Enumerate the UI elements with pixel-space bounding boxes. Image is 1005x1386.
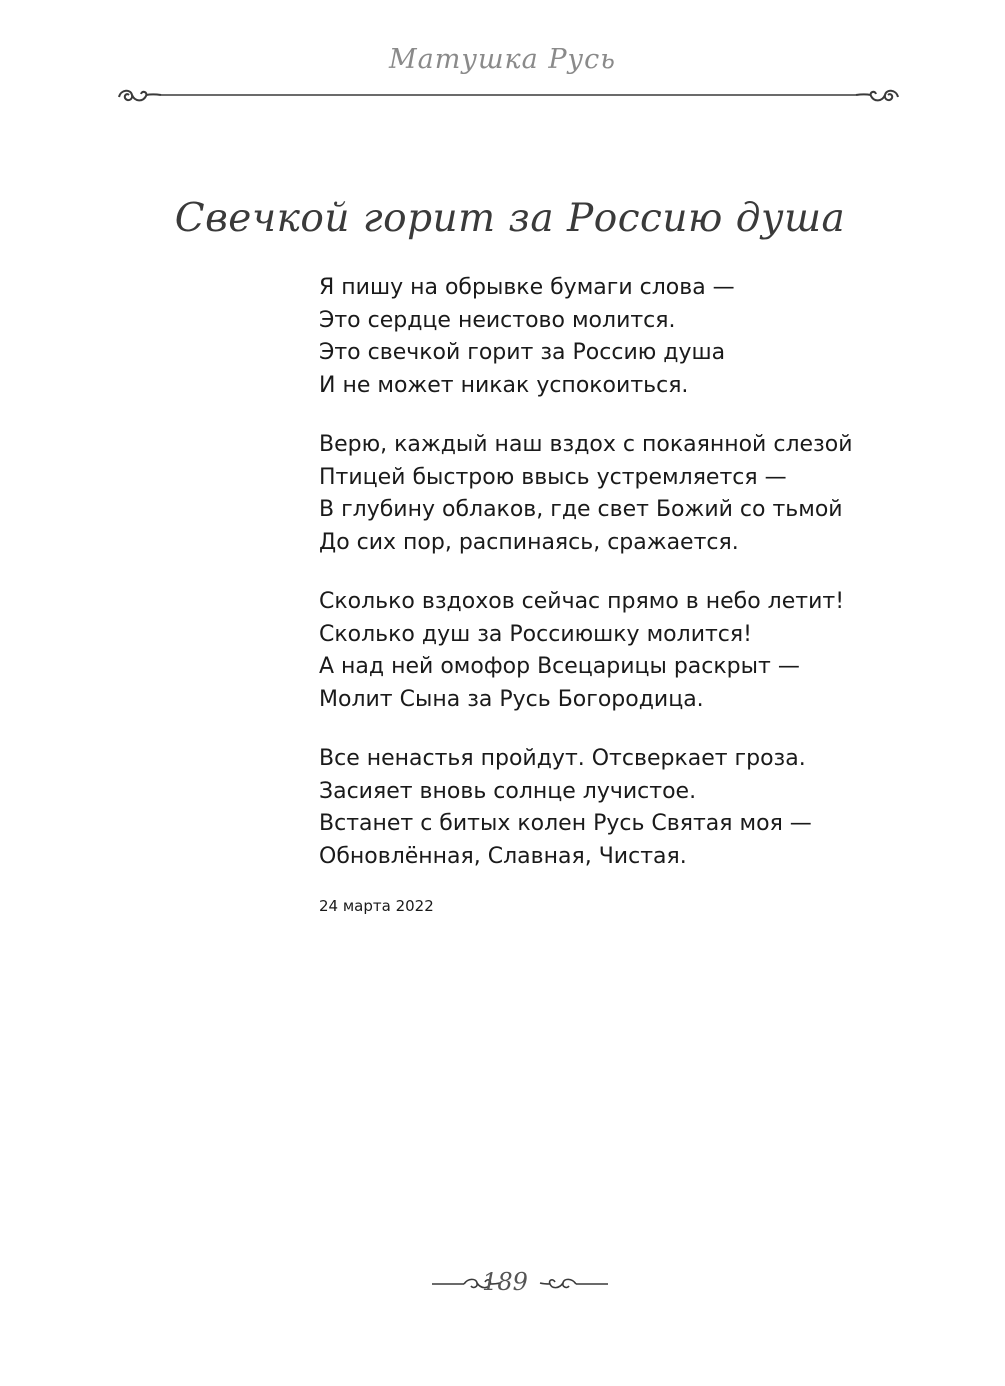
stanza-4 [319,743,919,873]
poem-line: Это свечкой горит за Россию душа [319,340,726,365]
footer-right-ornament-icon [538,1272,610,1296]
running-head: Матушка Русь [388,44,617,75]
page-number: 189 [482,1268,528,1296]
poem-date: 24 марта 2022 [319,897,434,915]
left-flourish-icon [119,91,161,101]
poem-line: Птицей быстрою ввысь устремляется — [319,464,787,490]
stanza-1 [319,272,919,402]
poem-line: Все ненастья пройдут. Отсверкает гроза. [319,746,806,771]
poem-line: Обновлённая, Славная, Чистая. [319,843,687,869]
poem-line: Молит Сына за Русь Богородица. [319,686,704,712]
poem-body [319,272,919,900]
poem-line: Встанет с битых колен Русь Святая моя — [319,811,812,836]
poem-line: Это сердце неистово молится. [319,307,676,333]
poem-line: В глубину облаков, где свет Божий со тьмой [319,497,843,522]
poem-line: А над ней омофор Всецарицы раскрыт — [319,654,800,679]
header-rule [115,80,902,110]
right-flourish-icon [856,91,898,101]
poem-line: Сколько вздохов сейчас прямо в небо летит! [319,589,845,614]
poem-line: И не может никак успокоиться. [319,372,689,398]
poem-line: Сколько душ за Россиюшку молится! [319,621,752,647]
stanza-2 [319,429,919,559]
poem-line: До сих пор, распинаясь, сражается. [319,529,739,555]
poem-line: Засияет вновь солнце лучистое. [319,778,697,804]
stanza-3 [319,586,919,716]
poem-title: Свечкой горит за Россию душа [174,196,846,241]
poem-line: Я пишу на обрывке бумаги слова — [319,275,735,300]
poem-line: Верю, каждый наш вздох с покаянной слезой [319,432,853,457]
